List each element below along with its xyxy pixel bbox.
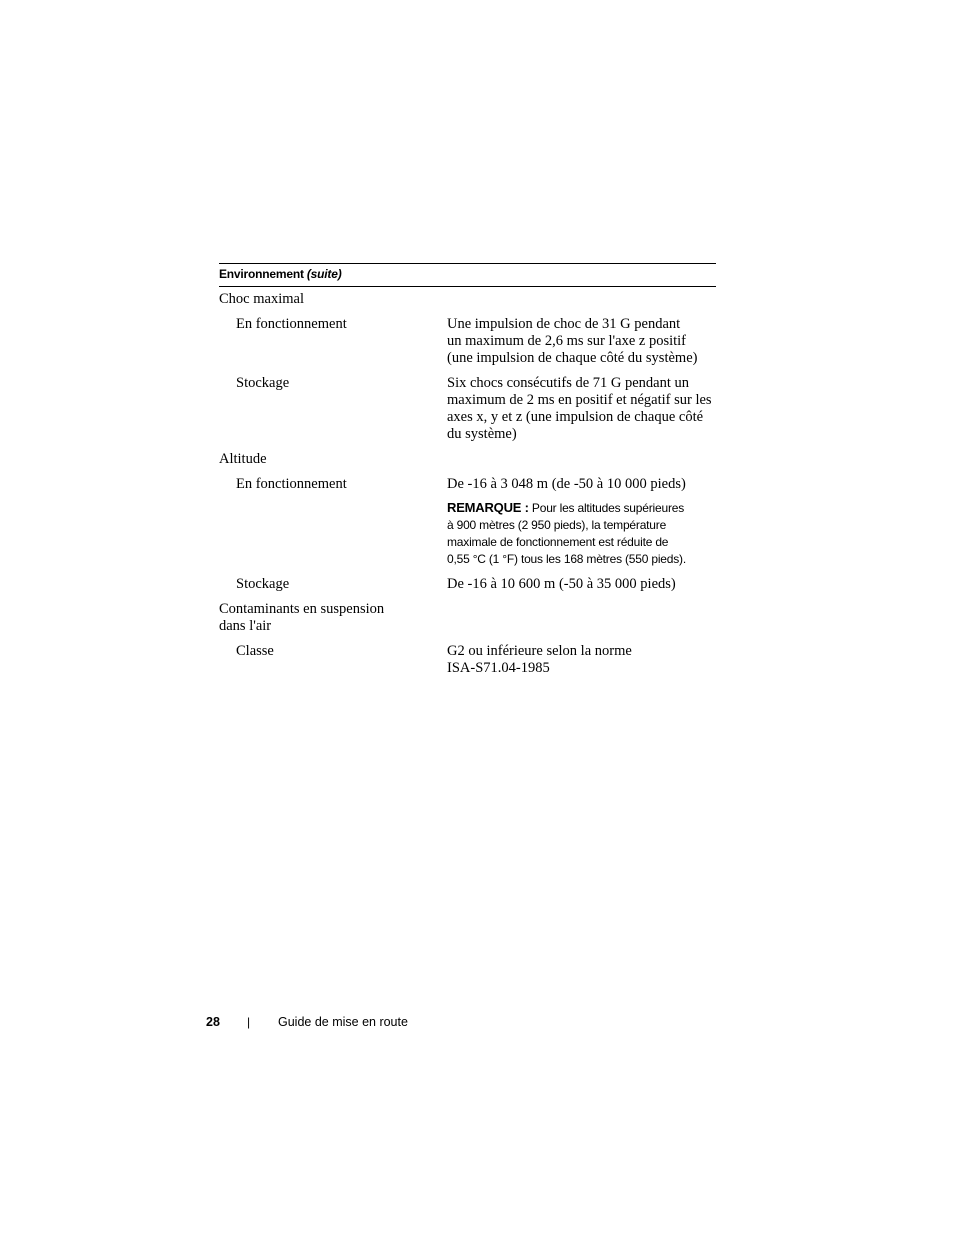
section-label-airborne-contaminants: Contaminants en suspension dans l'air (219, 601, 385, 634)
row-value-max-shock-storage: Six chocs consécutifs de 71 G pendant un maximum de 2 ms en positif et négatif sur les axes x, y et z (une impulsion de chaque côté du système) (447, 375, 712, 442)
page-number: 28 (206, 1015, 220, 1029)
footer-guide-title: Guide de mise en route (278, 1015, 408, 1029)
table-header-title: Environnement (219, 267, 304, 281)
row-value-altitude-operating: De -16 à 3 048 m (de -50 à 10 000 pieds) (447, 476, 686, 492)
section-label-altitude: Altitude (219, 451, 267, 467)
table-header (219, 263, 716, 287)
row-label-max-shock-operating: En fonctionnement (236, 316, 347, 332)
row-value-max-shock-operating: Une impulsion de choc de 31 G pendant un maximum de 2,6 ms sur l'axe z positif (une impulsion de chaque côté du système) (447, 316, 698, 366)
table-header-suffix: (suite) (306, 267, 342, 281)
section-label-max-shock: Choc maximal (219, 291, 304, 307)
spec-table (219, 263, 716, 287)
note-label: REMARQUE : (447, 500, 529, 515)
row-value-class: G2 ou inférieure selon la norme ISA-S71.04-1985 (447, 643, 632, 676)
altitude-note: REMARQUE : Pour les altitudes supérieures à 900 mètres (2 950 pieds), la température maximale de fonctionnement est réduite de 0,55 °C (1 °F) tous les 168 mètres (550 pieds). (447, 500, 686, 566)
row-value-altitude-storage: De -16 à 10 600 m (-50 à 35 000 pieds) (447, 576, 676, 592)
row-label-class: Classe (236, 643, 274, 659)
row-label-altitude-storage: Stockage (236, 576, 290, 592)
row-label-max-shock-storage: Stockage (236, 375, 290, 391)
row-label-altitude-operating: En fonctionnement (236, 476, 347, 492)
footer-separator: | (247, 1015, 251, 1029)
